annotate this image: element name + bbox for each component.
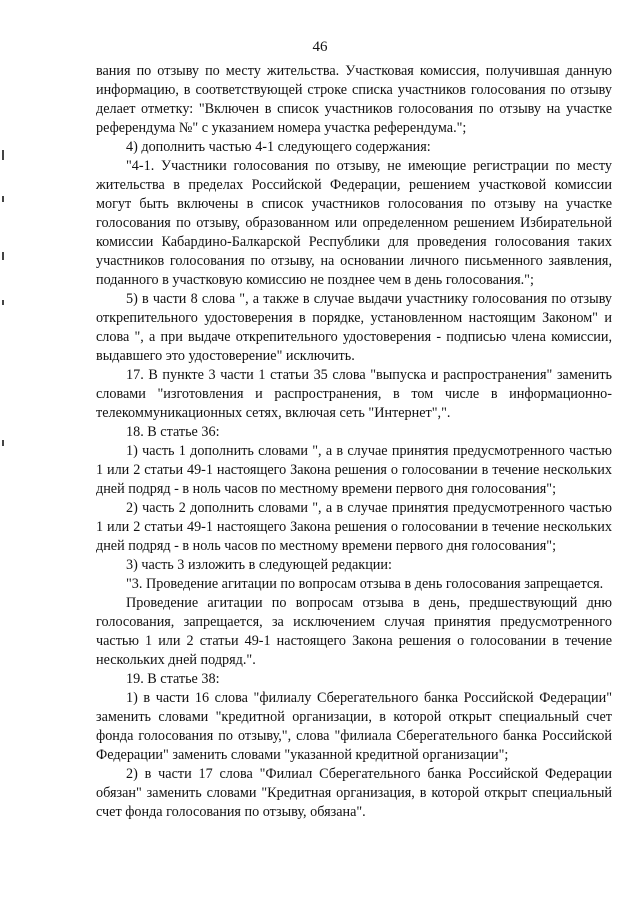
scan-mark [2,440,4,446]
scan-mark [2,252,4,260]
paragraph: 2) в части 17 слова "Филиал Сберегательного банка Российской Федерации обязан" заменить словами "Кредитная организация, в которой открыт специальный счет фонда голосования по отзыву, обязана". [96,766,612,820]
paragraph: 19. В статье 38: [126,671,220,687]
paragraph: 17. В пункте 3 части 1 статьи 35 слова "выпуска и распространения" заменить словами "изготовления и распространения, в том числе в информационно-телекоммуникационных сетях, включая сеть "Интернет",". [96,367,612,421]
paragraph: "3. Проведение агитации по вопросам отзыва в день голосования запрещается. [126,576,604,592]
paragraph: 1) в части 16 слова "филиалу Сберегательного банка Российской Федерации" заменить словами "кредитной организации, в которой открыт специальный счет фонда голосования по отзыву,", слова "филиала Сберегательного банка Российской Федерации" заменить словами "указанной кредитной организации"; [96,690,612,763]
paragraph: Проведение агитации по вопросам отзыва в день, предшествующий дню голосования, запрещается, за исключением случая принятия предусмотренного частью 1 или 2 статьи 49-1 настоящего Закона решения о голосовании в течение нескольких дней подряд.". [96,595,612,668]
paragraph: 2) часть 2 дополнить словами ", а в случае принятия предусмотренного частью 1 или 2 статьи 49-1 настоящего Закона решения о голосовании в течение нескольких дней подряд - в ноль часов по местному времени первого дня голосования"; [96,500,612,554]
scan-mark [2,196,4,202]
document-body [96,62,612,822]
paragraph: 18. В статье 36: [126,424,220,440]
paragraph: "4-1. Участники голосования по отзыву, не имеющие регистрации по месту жительства в пределах Российской Федерации, решением участковой комиссии могут быть включены в список участников голосования по отзыву на участке голосования по отзыву, образованном или определенном решением Избирательной комиссии Кабардино-Балкарской Республики для проведения голосования таких участников голосования по отзыву, на основании личного письменного заявления, поданного в участковую комиссию не позднее чем в день голосования."; [96,158,612,288]
paragraph: вания по отзыву по месту жительства. Участковая комиссия, получившая данную информацию, в соответствующей строке списка участников голосования по отзыву делает отметку: "Включен в список участников голосования по отзыву на участке референдума №" с указанием номера участка референдума."; [96,63,612,136]
paragraph: 3) часть 3 изложить в следующей редакции: [126,557,392,573]
paragraph: 4) дополнить частью 4-1 следующего содержания: [126,139,431,155]
scan-mark [2,150,4,160]
paragraph: 5) в части 8 слова ", а также в случае выдачи участнику голосования по отзыву открепительного удостоверения в порядке, установленном настоящим Законом" и слова ", а при выдаче открепительного удостоверения - подписью члена комиссии, выдавшего это удостоверение" исключить. [96,291,612,364]
paragraph: 1) часть 1 дополнить словами ", а в случае принятия предусмотренного частью 1 или 2 статьи 49-1 настоящего Закона решения о голосовании в течение нескольких дней подряд - в ноль часов по местному времени первого дня голосования"; [96,443,612,497]
scan-mark [2,300,4,305]
page-number: 46 [312,39,328,55]
